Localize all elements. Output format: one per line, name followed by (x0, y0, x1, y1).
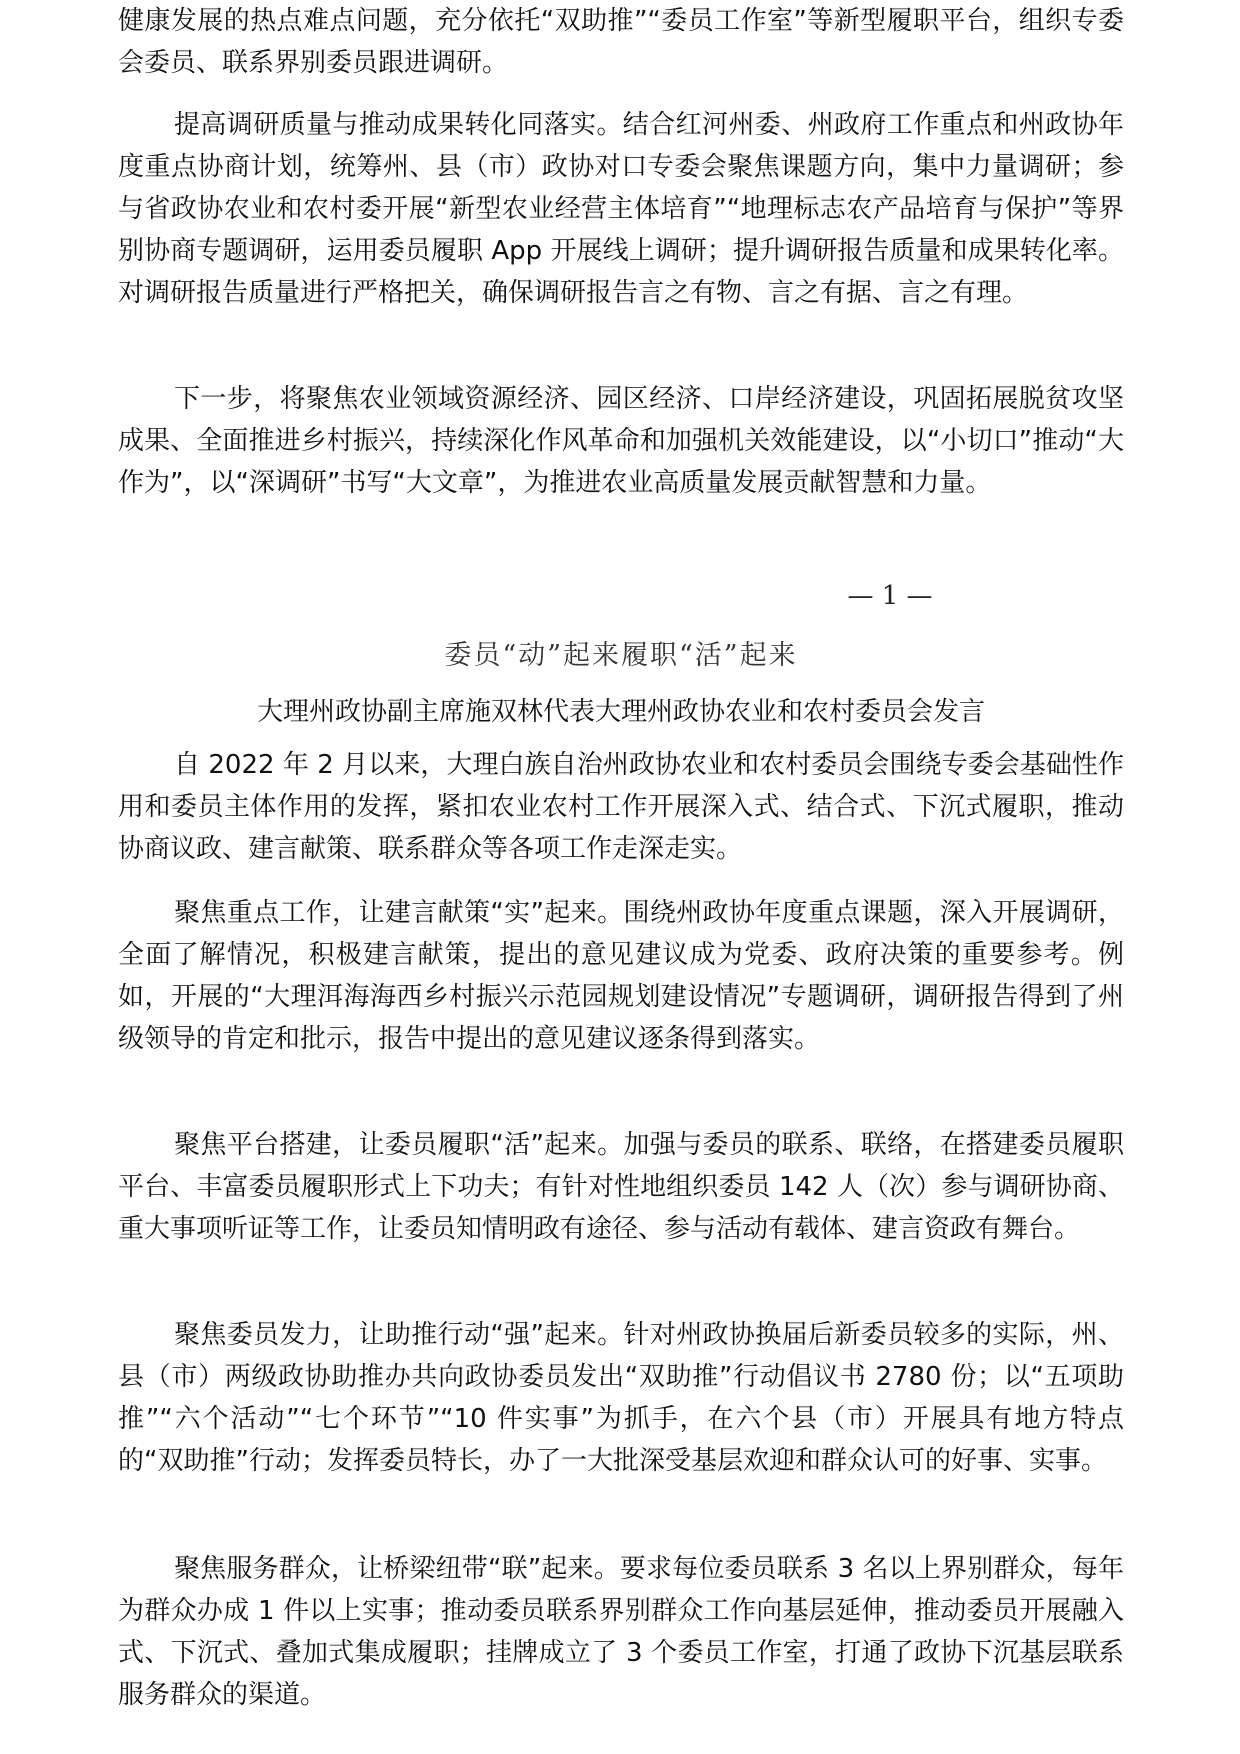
article-subtitle: 大理州政协副主席施双林代表大理州政协农业和农村委员会发言 (256, 697, 985, 727)
page-number: — 1 — (847, 581, 933, 611)
paragraph-key-work: 聚焦重点工作，让建言献策“实”起来。围绕州政协年度重点课题，深入开展调研，全面了解情况，积极建言献策，提出的意见建议成为党委、政府决策的重要参考。例如，开展的“大理洱海海西乡村振兴示范园规划建设情况”专题调研，调研报告得到了州级领导的肯定和批示，报告中提出的意见建议逐条得到落实。 (118, 898, 1124, 1054)
paragraph-members: 聚焦委员发力，让助推行动“强”起来。针对州政协换届后新委员较多的实际，州、县（市）两级政协助推办共向政协委员发出“双助推”行动倡议书 2780 份；以“五项助推”“六个活动”“七个环节”“10 件实事”为抓手，在六个县（市）开展具有地方特点的“双助推”行动；发挥委员特长，办了一大批深受基层欢迎和群众认可的好事、实事。 (118, 1320, 1124, 1476)
article-title: 委员“动”起来履职“活”起来 (444, 640, 798, 671)
paragraph-intro: 自 2022 年 2 月以来，大理白族自治州政协农业和农村委员会围绕专委会基础性作用和委员主体作用的发挥，紧扣农业农村工作开展深入式、结合式、下沉式履职，推动协商议政、建言献策、联系群众等各项工作走深走实。 (118, 750, 1124, 864)
paragraph-continued: 健康发展的热点难点问题，充分依托“双助推”“委员工作室”等新型履职平台，组织专委会委员、联系界别委员跟进调研。 (118, 6, 1124, 78)
paragraph-platform: 聚焦平台搭建，让委员履职“活”起来。加强与委员的联系、联络，在搭建委员履职平台、丰富委员履职形式上下功夫；有针对性地组织委员 142 人（次）参与调研协商、重大事项听证等工作，让委员知情明政有途径、参与活动有载体、建言资政有舞台。 (118, 1130, 1124, 1244)
paragraph-serve-masses: 聚焦服务群众，让桥梁纽带“联”起来。要求每位委员联系 3 名以上界别群众，每年为群众办成 1 件以上实事；推动委员联系界别群众工作向基层延伸，推动委员开展融入式、下沉式、叠加式集成履职；挂牌成立了 3 个委员工作室，打通了政协下沉基层联系服务群众的渠道。 (118, 1554, 1124, 1710)
paragraph-research-quality: 提高调研质量与推动成果转化同落实。结合红河州委、州政府工作重点和州政协年度重点协商计划，统筹州、县（市）政协对口专委会聚焦课题方向，集中力量调研；参与省政协农业和农村委开展“新型农业经营主体培育”“地理标志农产品培育与保护”等界别协商专题调研，运用委员履职 App 开展线上调研；提升调研报告质量和成果转化率。对调研报告质量进行严格把关，确保调研报告言之有物、言之有据、言之有理。 (118, 110, 1124, 308)
paragraph-next-step: 下一步，将聚焦农业领域资源经济、园区经济、口岸经济建设，巩固拓展脱贫攻坚成果、全面推进乡村振兴，持续深化作风革命和加强机关效能建设，以“小切口”推动“大作为”，以“深调研”书写“大文章”，为推进农业高质量发展贡献智慧和力量。 (118, 384, 1124, 498)
